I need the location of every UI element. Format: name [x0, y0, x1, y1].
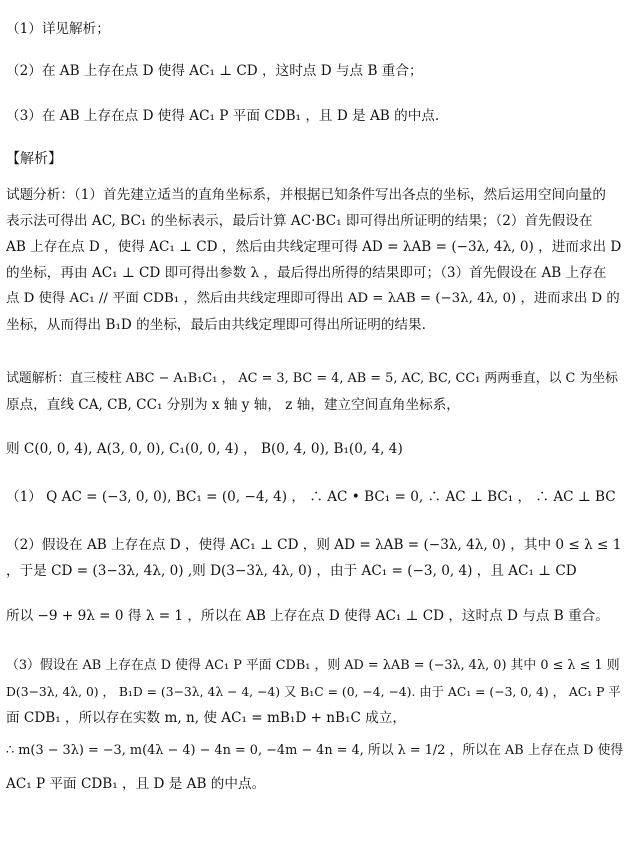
analysis-line-3: AB 上存在点 D ，使得 AC₁ ⊥ CD ，然后由共线定理可得 AD = λAB = (−3λ, 4λ, 0) ，进而求出 D [6, 239, 622, 255]
solution-line-1: 试题解析：直三棱柱 ABC − A₁B₁C₁ ， AC = 3, BC = 4, AB = 5, AC, BC, CC₁ 两两垂直，以 C 为坐标 [6, 371, 618, 386]
analysis-line-6: 坐标，从而得出 B₁D 的坐标，最后由共线定理即可得出所证明的结果. [6, 317, 426, 333]
analysis-line-2: 表示法可得出 AC, BC₁ 的坐标表示，最后计算 AC·BC₁ 即可得出所证明的结果；（2）首先假设在 [6, 213, 593, 229]
solution-line-5: （2）假设在 AB 上存在点 D ，使得 AC₁ ⊥ CD ，则 AD = λAB = (−3λ, 4λ, 0) ，其中 0 ≤ λ ≤ 1 [6, 537, 622, 553]
answer-2: （2）在 AB 上存在点 D 使得 AC₁ ⊥ CD ，这时点 D 与点 B 重合； [6, 63, 423, 79]
solution-line-8: （3）假设在 AB 上存在点 D 使得 AC₁ P 平面 CDB₁ ，则 AD = λAB = (−3λ, 4λ, 0) 其中 0 ≤ λ ≤ 1 则 [6, 658, 620, 673]
analysis-heading: 【解析】 [6, 151, 62, 167]
analysis-line-5: 点 D 使得 AC₁ // 平面 CDB₁ ，然后由共线定理即可得出 AD = λAB = (−3λ, 4λ, 0) ，进而求出 D 的 [6, 291, 620, 306]
solution-line-7: 所以 −9 + 9λ = 0 得 λ = 1 ，所以在 AB 上存在点 D 使得 AC₁ ⊥ CD ，这时点 D 与点 B 重合。 [6, 608, 609, 624]
answer-3: （3）在 AB 上存在点 D 使得 AC₁ P 平面 CDB₁ ，且 D 是 AB 的中点. [6, 108, 440, 124]
solution-line-2: 原点，直线 CA, CB, CC₁ 分别为 x 轴 y 轴， z 轴，建立空间直角坐标系， [6, 397, 460, 413]
answer-1: （1）详见解析； [6, 21, 110, 37]
solution-line-9: D(3−3λ, 4λ, 0) ， B₁D = (3−3λ, 4λ − 4, −4) 又 B₁C = (0, −4, −4). 由于 AC₁ = (−3, 0, 4) ， AC₁ P 平 [6, 685, 621, 699]
solution-line-11: ∴ m(3 − 3λ) = −3, m(4λ − 4) − 4n = 0, −4m − 4n = 4, 所以 λ = 1/2 ，所以在 AB 上存在点 D 使得 [6, 743, 624, 758]
solution-line-4: （1） Q AC = (−3, 0, 0), BC₁ = (0, −4, 4) ， ∴ AC • BC₁ = 0, ∴ AC ⊥ BC₁ ， ∴ AC ⊥ BC [6, 489, 616, 505]
analysis-line-1: 试题分析：（1）首先建立适当的直角坐标系，并根据已知条件写出各点的坐标，然后运用空间向量的 [6, 187, 606, 203]
solution-line-3: 则 C(0, 0, 4), A(3, 0, 0), C₁(0, 0, 4) ， B(0, 4, 0), B₁(0, 4, 4) [6, 441, 403, 457]
solution-line-6: ，于是 CD = (3−3λ, 4λ, 0) ,则 D(3−3λ, 4λ, 0) ，由于 AC₁ = (−3, 0, 4) ，且 AC₁ ⊥ CD [6, 563, 577, 579]
solution-line-10: 面 CDB₁ ，所以存在实数 m, n, 使 AC₁ = mB₁D + nB₁C 成立， [6, 710, 406, 726]
analysis-line-4: 的坐标，再由 AC₁ ⊥ CD 即可得出参数 λ ，最后得出所得的结果即可；（3）首先假设在 AB 上存在 [6, 265, 607, 281]
solution-line-12: AC₁ P 平面 CDB₁ ，且 D 是 AB 的中点。 [6, 776, 266, 792]
